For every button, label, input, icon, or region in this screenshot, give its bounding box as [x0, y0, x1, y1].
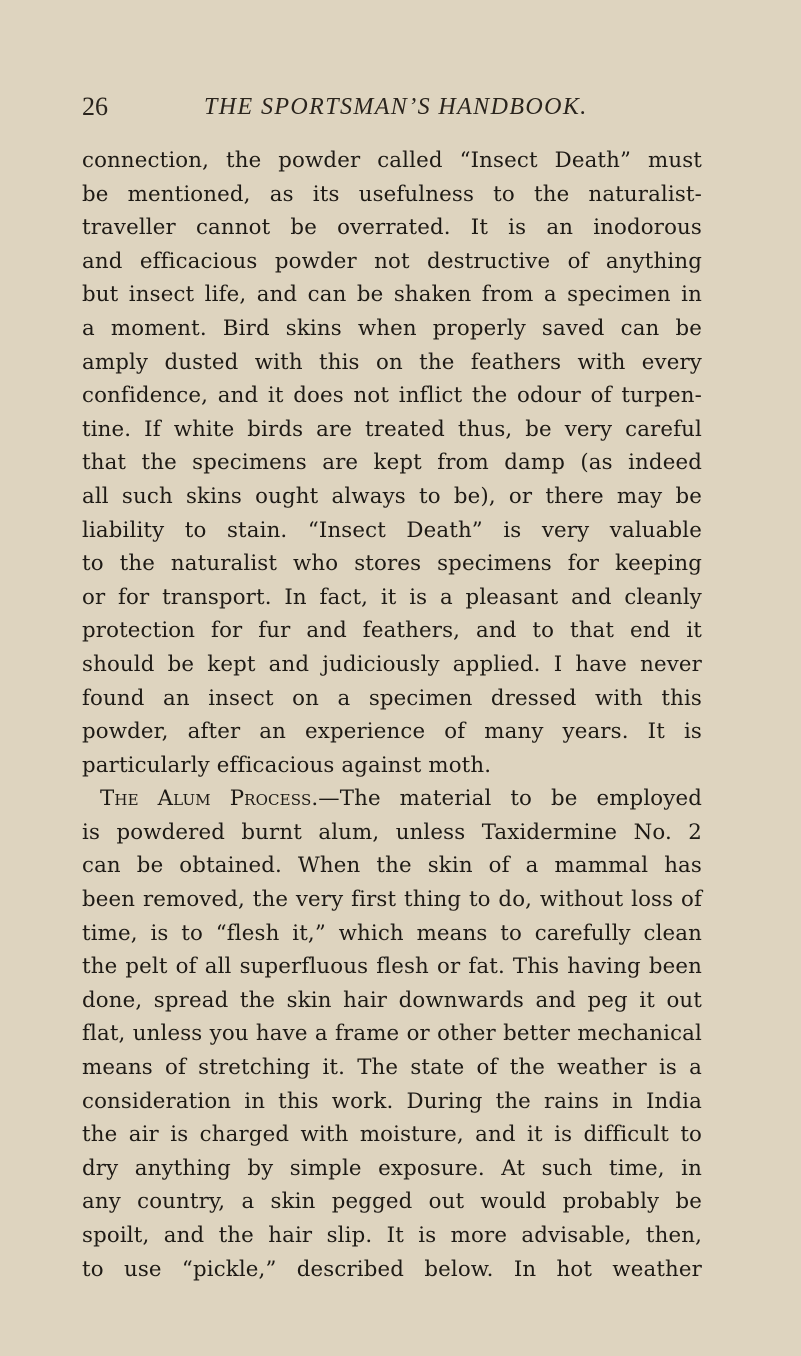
text-line: a moment. Bird skins when properly saved can be [82, 315, 702, 341]
text-line: any country, a skin pegged out would probably be [82, 1189, 702, 1215]
section-first-line-text: —The material to be employed [318, 786, 702, 812]
section-heading: The Alum Process. [100, 786, 319, 812]
text-line: the air is charged with moisture, and it is difficult to [82, 1122, 702, 1148]
text-line: or for transport. In fact, it is a pleasant and cleanly [82, 584, 702, 610]
text-line: spoilt, and the hair slip. It is more advisable, then, [82, 1223, 702, 1248]
page-number: 26 [82, 92, 108, 121]
text-line: and efficacious powder not destructive of anything [82, 248, 702, 274]
text-line: powder, after an experience of many years. It is [82, 719, 702, 745]
text-line: that the specimens are kept from damp (as indeed [82, 450, 702, 476]
text-line: confidence, and it does not inflict the odour of turpen- [82, 383, 702, 409]
section-first-line [82, 782, 702, 816]
text-line: found an insect on a specimen dressed with this [82, 685, 702, 711]
text-line: all such skins ought always to be), or there may be [82, 483, 702, 509]
text-line: to the naturalist who stores specimens for keeping [82, 551, 702, 577]
text-line: can be obtained. When the skin of a mammal has [82, 853, 702, 879]
text-line: particularly efficacious against moth. [82, 752, 492, 778]
text-line: the pelt of all superfluous flesh or fat. This having been [82, 954, 702, 980]
text-line: flat, unless you have a frame or other better mechanical [82, 1021, 702, 1047]
text-line: connection, the powder called “Insect Death” must [82, 148, 702, 173]
text-line: but insect life, and can be shaken from a specimen in [82, 282, 702, 308]
text-line: been removed, the very first thing to do, without loss of [82, 887, 702, 913]
text-line: to use “pickle,” described below. In hot weather [82, 1256, 702, 1282]
text-line: consideration in this work. During the rains in India [82, 1088, 702, 1114]
running-head [82, 92, 712, 122]
text-line: done, spread the skin hair downwards and peg it out [82, 987, 702, 1013]
running-title: THE SPORTSMAN’S HANDBOOK. [204, 94, 588, 120]
text-line: liability to stain. “Insect Death” is very valuable [82, 517, 702, 543]
text-line: protection for fur and feathers, and to that end it [82, 618, 702, 644]
text-line: traveller cannot be overrated. It is an inodorous [82, 215, 702, 241]
text-line: be mentioned, as its usefulness to the naturalist- [82, 181, 702, 207]
body-text [82, 144, 702, 1286]
text-line: should be kept and judiciously applied. I have never [82, 651, 702, 677]
text-line: tine. If white birds are treated thus, be very careful [82, 416, 702, 442]
text-line: amply dusted with this on the feathers with every [82, 349, 702, 375]
text-line: means of stretching it. The state of the weather is a [82, 1055, 702, 1081]
text-line: dry anything by simple exposure. At such time, in [82, 1155, 702, 1181]
text-line: is powdered burnt alum, unless Taxidermine No. 2 [82, 819, 702, 845]
text-line: time, is to “flesh it,” which means to carefully clean [82, 920, 702, 946]
